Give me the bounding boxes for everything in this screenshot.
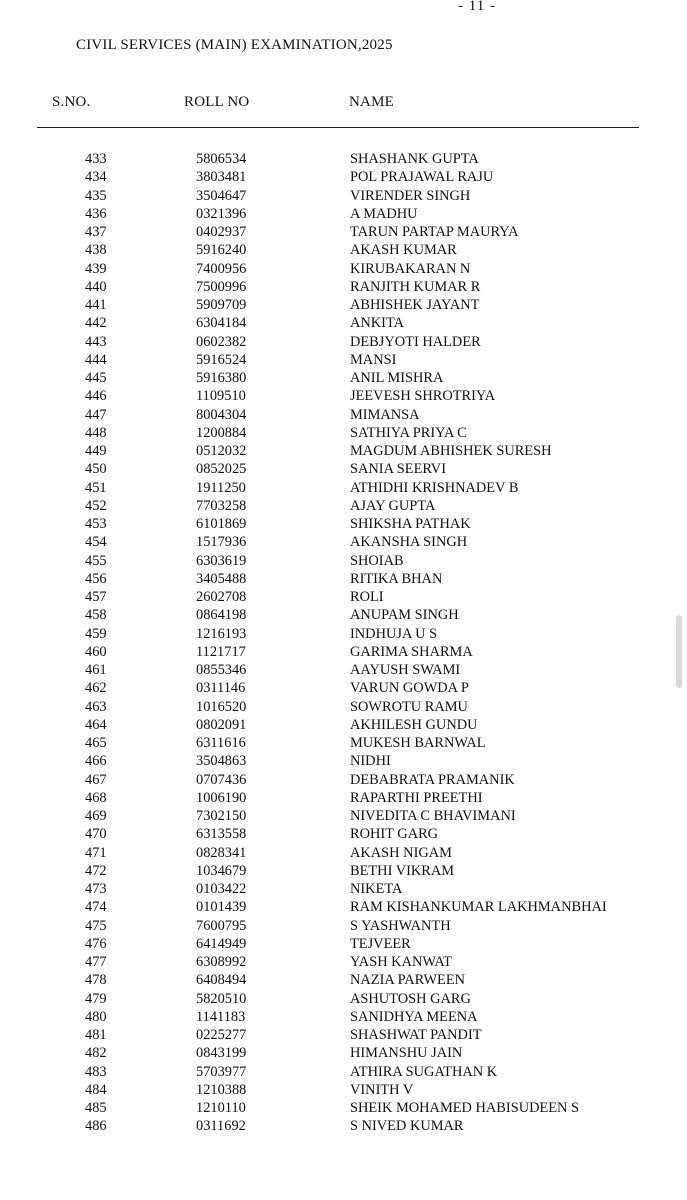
row-name: NIDHI — [350, 753, 391, 770]
row-roll-no: 0321396 — [196, 205, 247, 222]
row-roll-no: 0864198 — [196, 607, 247, 624]
row-sno: 467 — [85, 771, 107, 788]
row-name: SHOIAB — [350, 552, 404, 569]
exam-title: CIVIL SERVICES (MAIN) EXAMINATION,2025 — [76, 37, 393, 53]
row-name: SATHIYA PRIYA C — [350, 424, 467, 441]
table-row — [0, 825, 687, 843]
row-name: YASH KANWAT — [350, 954, 452, 970]
row-sno: 483 — [85, 1063, 107, 1080]
row-roll-no: 7703258 — [196, 497, 247, 514]
row-roll-no: 7500996 — [196, 278, 247, 295]
row-name: ROLI — [350, 589, 384, 605]
row-sno: 459 — [85, 625, 107, 642]
row-sno: 456 — [85, 570, 107, 587]
table-row — [0, 935, 687, 953]
row-name: ANUPAM SINGH — [350, 607, 459, 624]
row-name: SANIDHYA MEENA — [350, 1008, 478, 1025]
table-row — [0, 296, 687, 314]
row-roll-no: 1911250 — [196, 479, 246, 496]
table-row — [0, 606, 687, 624]
row-name: AAYUSH SWAMI — [350, 662, 461, 678]
row-sno: 458 — [85, 607, 107, 624]
column-header-roll-no: ROLL NO — [184, 94, 250, 110]
row-roll-no: 6313558 — [196, 826, 247, 843]
table-row — [0, 862, 687, 880]
table-row — [0, 990, 687, 1008]
row-name: AKASH NIGAM — [350, 844, 452, 861]
row-name: POL PRAJAWAL RAJU — [350, 169, 494, 186]
row-sno: 478 — [85, 972, 107, 989]
row-sno: 461 — [85, 662, 107, 678]
row-sno: 460 — [85, 643, 107, 660]
row-sno: 457 — [85, 589, 107, 605]
row-sno: 447 — [85, 406, 107, 423]
table-row — [0, 369, 687, 387]
row-roll-no: 0707436 — [196, 771, 247, 788]
row-name: NIKETA — [350, 881, 403, 897]
row-name: A MADHU — [350, 205, 418, 222]
row-roll-no: 7400956 — [196, 260, 247, 277]
table-row — [0, 643, 687, 661]
row-roll-no: 8004304 — [196, 406, 247, 423]
row-roll-no: 1216193 — [196, 625, 247, 642]
row-name: NAZIA PARWEEN — [350, 972, 465, 989]
row-sno: 455 — [85, 552, 107, 569]
row-sno: 469 — [85, 808, 107, 824]
table-row — [0, 898, 687, 916]
row-sno: 442 — [85, 315, 107, 332]
row-roll-no: 1210388 — [196, 1081, 247, 1098]
row-sno: 475 — [85, 917, 107, 934]
row-roll-no: 6304184 — [196, 315, 247, 332]
table-row — [0, 807, 687, 825]
row-roll-no: 0225277 — [196, 1027, 247, 1043]
table-row — [0, 515, 687, 533]
table-row — [0, 570, 687, 588]
table-row — [0, 844, 687, 862]
table-row — [0, 314, 687, 332]
row-sno: 453 — [85, 516, 107, 532]
row-roll-no: 0602382 — [196, 333, 247, 350]
table-row — [0, 771, 687, 789]
row-sno: 445 — [85, 370, 107, 386]
row-roll-no: 5806534 — [196, 151, 247, 167]
row-name: INDHUJA U S — [350, 625, 438, 642]
row-name: AKHILESH GUNDU — [350, 716, 478, 733]
row-roll-no: 6101869 — [196, 516, 247, 532]
row-name: MIMANSA — [350, 406, 420, 423]
table-row — [0, 479, 687, 497]
row-sno: 448 — [85, 424, 107, 441]
row-sno: 449 — [85, 443, 107, 459]
row-sno: 477 — [85, 954, 107, 970]
row-name: MAGDUM ABHISHEK SURESH — [350, 443, 552, 459]
row-sno: 476 — [85, 935, 107, 952]
row-roll-no: 0402937 — [196, 224, 247, 240]
table-row — [0, 1008, 687, 1026]
row-sno: 486 — [85, 1118, 107, 1135]
header-divider — [37, 127, 639, 128]
table-row — [0, 552, 687, 570]
row-name: ATHIRA SUGATHAN K — [350, 1063, 498, 1080]
table-row — [0, 1063, 687, 1081]
row-name: DEBJYOTI HALDER — [350, 333, 481, 350]
row-sno: 438 — [85, 242, 107, 259]
row-roll-no: 2602708 — [196, 589, 247, 605]
scrollbar-thumb[interactable] — [676, 615, 682, 688]
row-roll-no: 5909709 — [196, 297, 247, 313]
row-sno: 463 — [85, 698, 107, 715]
row-roll-no: 3405488 — [196, 570, 247, 587]
page-number: - 11 - — [458, 0, 496, 14]
table-row — [0, 625, 687, 643]
table-row — [0, 588, 687, 606]
row-sno: 480 — [85, 1008, 107, 1025]
row-name: AKANSHA SINGH — [350, 534, 468, 551]
row-name: GARIMA SHARMA — [350, 643, 473, 660]
row-name: SHIKSHA PATHAK — [350, 516, 471, 532]
row-roll-no: 0512032 — [196, 443, 247, 459]
row-sno: 485 — [85, 1100, 107, 1116]
row-name: NIVEDITA C BHAVIMANI — [350, 808, 516, 824]
row-roll-no: 7600795 — [196, 917, 247, 934]
row-name: RANJITH KUMAR R — [350, 278, 481, 295]
row-roll-no: 0828341 — [196, 844, 247, 861]
row-name: ROHIT GARG — [350, 826, 439, 843]
row-name: AJAY GUPTA — [350, 497, 436, 514]
row-roll-no: 0311692 — [196, 1118, 246, 1135]
row-roll-no: 5703977 — [196, 1063, 247, 1080]
row-roll-no: 1517936 — [196, 534, 247, 551]
row-roll-no: 1200884 — [196, 424, 247, 441]
table-row — [0, 734, 687, 752]
row-sno: 474 — [85, 899, 107, 916]
table-row — [0, 1117, 687, 1135]
row-sno: 454 — [85, 534, 107, 551]
row-roll-no: 1210110 — [196, 1100, 246, 1116]
row-sno: 484 — [85, 1081, 107, 1098]
table-row — [0, 679, 687, 697]
row-sno: 436 — [85, 205, 107, 222]
row-name: SHEIK MOHAMED HABISUDEEN S — [350, 1100, 580, 1116]
row-name: TARUN PARTAP MAURYA — [350, 224, 519, 240]
row-sno: 473 — [85, 881, 107, 897]
row-name: SOWROTU RAMU — [350, 698, 468, 715]
row-name: DEBABRATA PRAMANIK — [350, 771, 515, 788]
row-roll-no: 0852025 — [196, 461, 247, 478]
table-row — [0, 971, 687, 989]
row-sno: 444 — [85, 351, 107, 368]
row-sno: 472 — [85, 862, 107, 879]
row-sno: 433 — [85, 151, 107, 167]
row-name: ANKITA — [350, 315, 404, 332]
column-header-sno: S.NO. — [52, 94, 91, 110]
table-row — [0, 752, 687, 770]
row-name: JEEVESH SHROTRIYA — [350, 388, 496, 405]
row-name: S NIVED KUMAR — [350, 1118, 464, 1135]
table-row — [0, 1081, 687, 1099]
row-name: AKASH KUMAR — [350, 242, 457, 259]
row-name: KIRUBAKARAN N — [350, 260, 471, 277]
table-row — [0, 1099, 687, 1117]
row-roll-no: 6311616 — [196, 735, 246, 751]
row-sno: 468 — [85, 789, 107, 806]
row-name: VIRENDER SINGH — [350, 187, 471, 204]
row-roll-no: 0843199 — [196, 1045, 247, 1062]
table-row — [0, 150, 687, 168]
row-roll-no: 0311146 — [196, 680, 246, 697]
row-name: RAM KISHANKUMAR LAKHMANBHAI — [350, 899, 607, 916]
table-row — [0, 424, 687, 442]
row-name: SHASHWAT PANDIT — [350, 1027, 482, 1043]
row-name: ANIL MISHRA — [350, 370, 444, 386]
row-roll-no: 1141183 — [196, 1008, 246, 1025]
table-row — [0, 880, 687, 898]
row-name: S YASHWANTH — [350, 917, 451, 934]
table-row — [0, 1026, 687, 1044]
row-roll-no: 5916524 — [196, 351, 247, 368]
row-roll-no: 3803481 — [196, 169, 247, 186]
row-roll-no: 0802091 — [196, 716, 247, 733]
table-row — [0, 917, 687, 935]
row-roll-no: 6414949 — [196, 935, 247, 952]
row-roll-no: 7302150 — [196, 808, 247, 824]
row-sno: 443 — [85, 333, 107, 350]
table-row — [0, 278, 687, 296]
column-header-name: NAME — [349, 94, 394, 110]
table-row — [0, 661, 687, 679]
row-name: RITIKA BHAN — [350, 570, 443, 587]
table-row — [0, 716, 687, 734]
table-row — [0, 442, 687, 460]
table-row — [0, 460, 687, 478]
table-row — [0, 333, 687, 351]
row-sno: 452 — [85, 497, 107, 514]
row-sno: 439 — [85, 260, 107, 277]
row-name: TEJVEER — [350, 935, 411, 952]
row-roll-no: 5916380 — [196, 370, 247, 386]
row-name: MANSI — [350, 351, 397, 368]
row-roll-no: 5820510 — [196, 990, 247, 1007]
row-roll-no: 0855346 — [196, 662, 247, 678]
row-roll-no: 1034679 — [196, 862, 247, 879]
row-name: BETHI VIKRAM — [350, 862, 455, 879]
results-list — [0, 150, 687, 1136]
row-roll-no: 6308992 — [196, 954, 247, 970]
row-roll-no: 1109510 — [196, 388, 246, 405]
row-roll-no: 3504863 — [196, 753, 247, 770]
row-sno: 446 — [85, 388, 107, 405]
row-sno: 437 — [85, 224, 107, 240]
row-name: HIMANSHU JAIN — [350, 1045, 463, 1062]
row-roll-no: 1006190 — [196, 789, 247, 806]
table-row — [0, 497, 687, 515]
table-row — [0, 223, 687, 241]
row-sno: 450 — [85, 461, 107, 478]
row-name: VARUN GOWDA P — [350, 680, 469, 697]
row-sno: 462 — [85, 680, 107, 697]
row-name: SHASHANK GUPTA — [350, 151, 479, 167]
row-sno: 482 — [85, 1045, 107, 1062]
row-sno: 465 — [85, 735, 107, 751]
row-roll-no: 1016520 — [196, 698, 247, 715]
table-row — [0, 698, 687, 716]
table-row — [0, 387, 687, 405]
table-row — [0, 241, 687, 259]
table-row — [0, 533, 687, 551]
row-name: ATHIDHI KRISHNADEV B — [350, 479, 519, 496]
row-sno: 434 — [85, 169, 107, 186]
table-row — [0, 1044, 687, 1062]
table-row — [0, 789, 687, 807]
table-row — [0, 351, 687, 369]
row-roll-no: 6303619 — [196, 552, 247, 569]
row-name: MUKESH BARNWAL — [350, 735, 486, 751]
row-name: RAPARTHI PREETHI — [350, 789, 483, 806]
table-row — [0, 953, 687, 971]
row-name: VINITH V — [350, 1081, 414, 1098]
row-sno: 471 — [85, 844, 107, 861]
row-name: ASHUTOSH GARG — [350, 990, 471, 1007]
row-sno: 441 — [85, 297, 107, 313]
row-sno: 470 — [85, 826, 107, 843]
row-roll-no: 0103422 — [196, 881, 247, 897]
row-name: SANIA SEERVI — [350, 461, 446, 478]
table-row — [0, 260, 687, 278]
row-roll-no: 3504647 — [196, 187, 247, 204]
table-row — [0, 205, 687, 223]
row-sno: 479 — [85, 990, 107, 1007]
row-roll-no: 5916240 — [196, 242, 247, 259]
row-sno: 451 — [85, 479, 107, 496]
row-sno: 481 — [85, 1027, 107, 1043]
row-sno: 464 — [85, 716, 107, 733]
table-row — [0, 168, 687, 186]
row-sno: 466 — [85, 753, 107, 770]
row-sno: 435 — [85, 187, 107, 204]
table-row — [0, 187, 687, 205]
row-roll-no: 6408494 — [196, 972, 247, 989]
row-sno: 440 — [85, 278, 107, 295]
row-roll-no: 0101439 — [196, 899, 247, 916]
row-name: ABHISHEK JAYANT — [350, 297, 480, 313]
table-row — [0, 406, 687, 424]
row-roll-no: 1121717 — [196, 643, 246, 660]
